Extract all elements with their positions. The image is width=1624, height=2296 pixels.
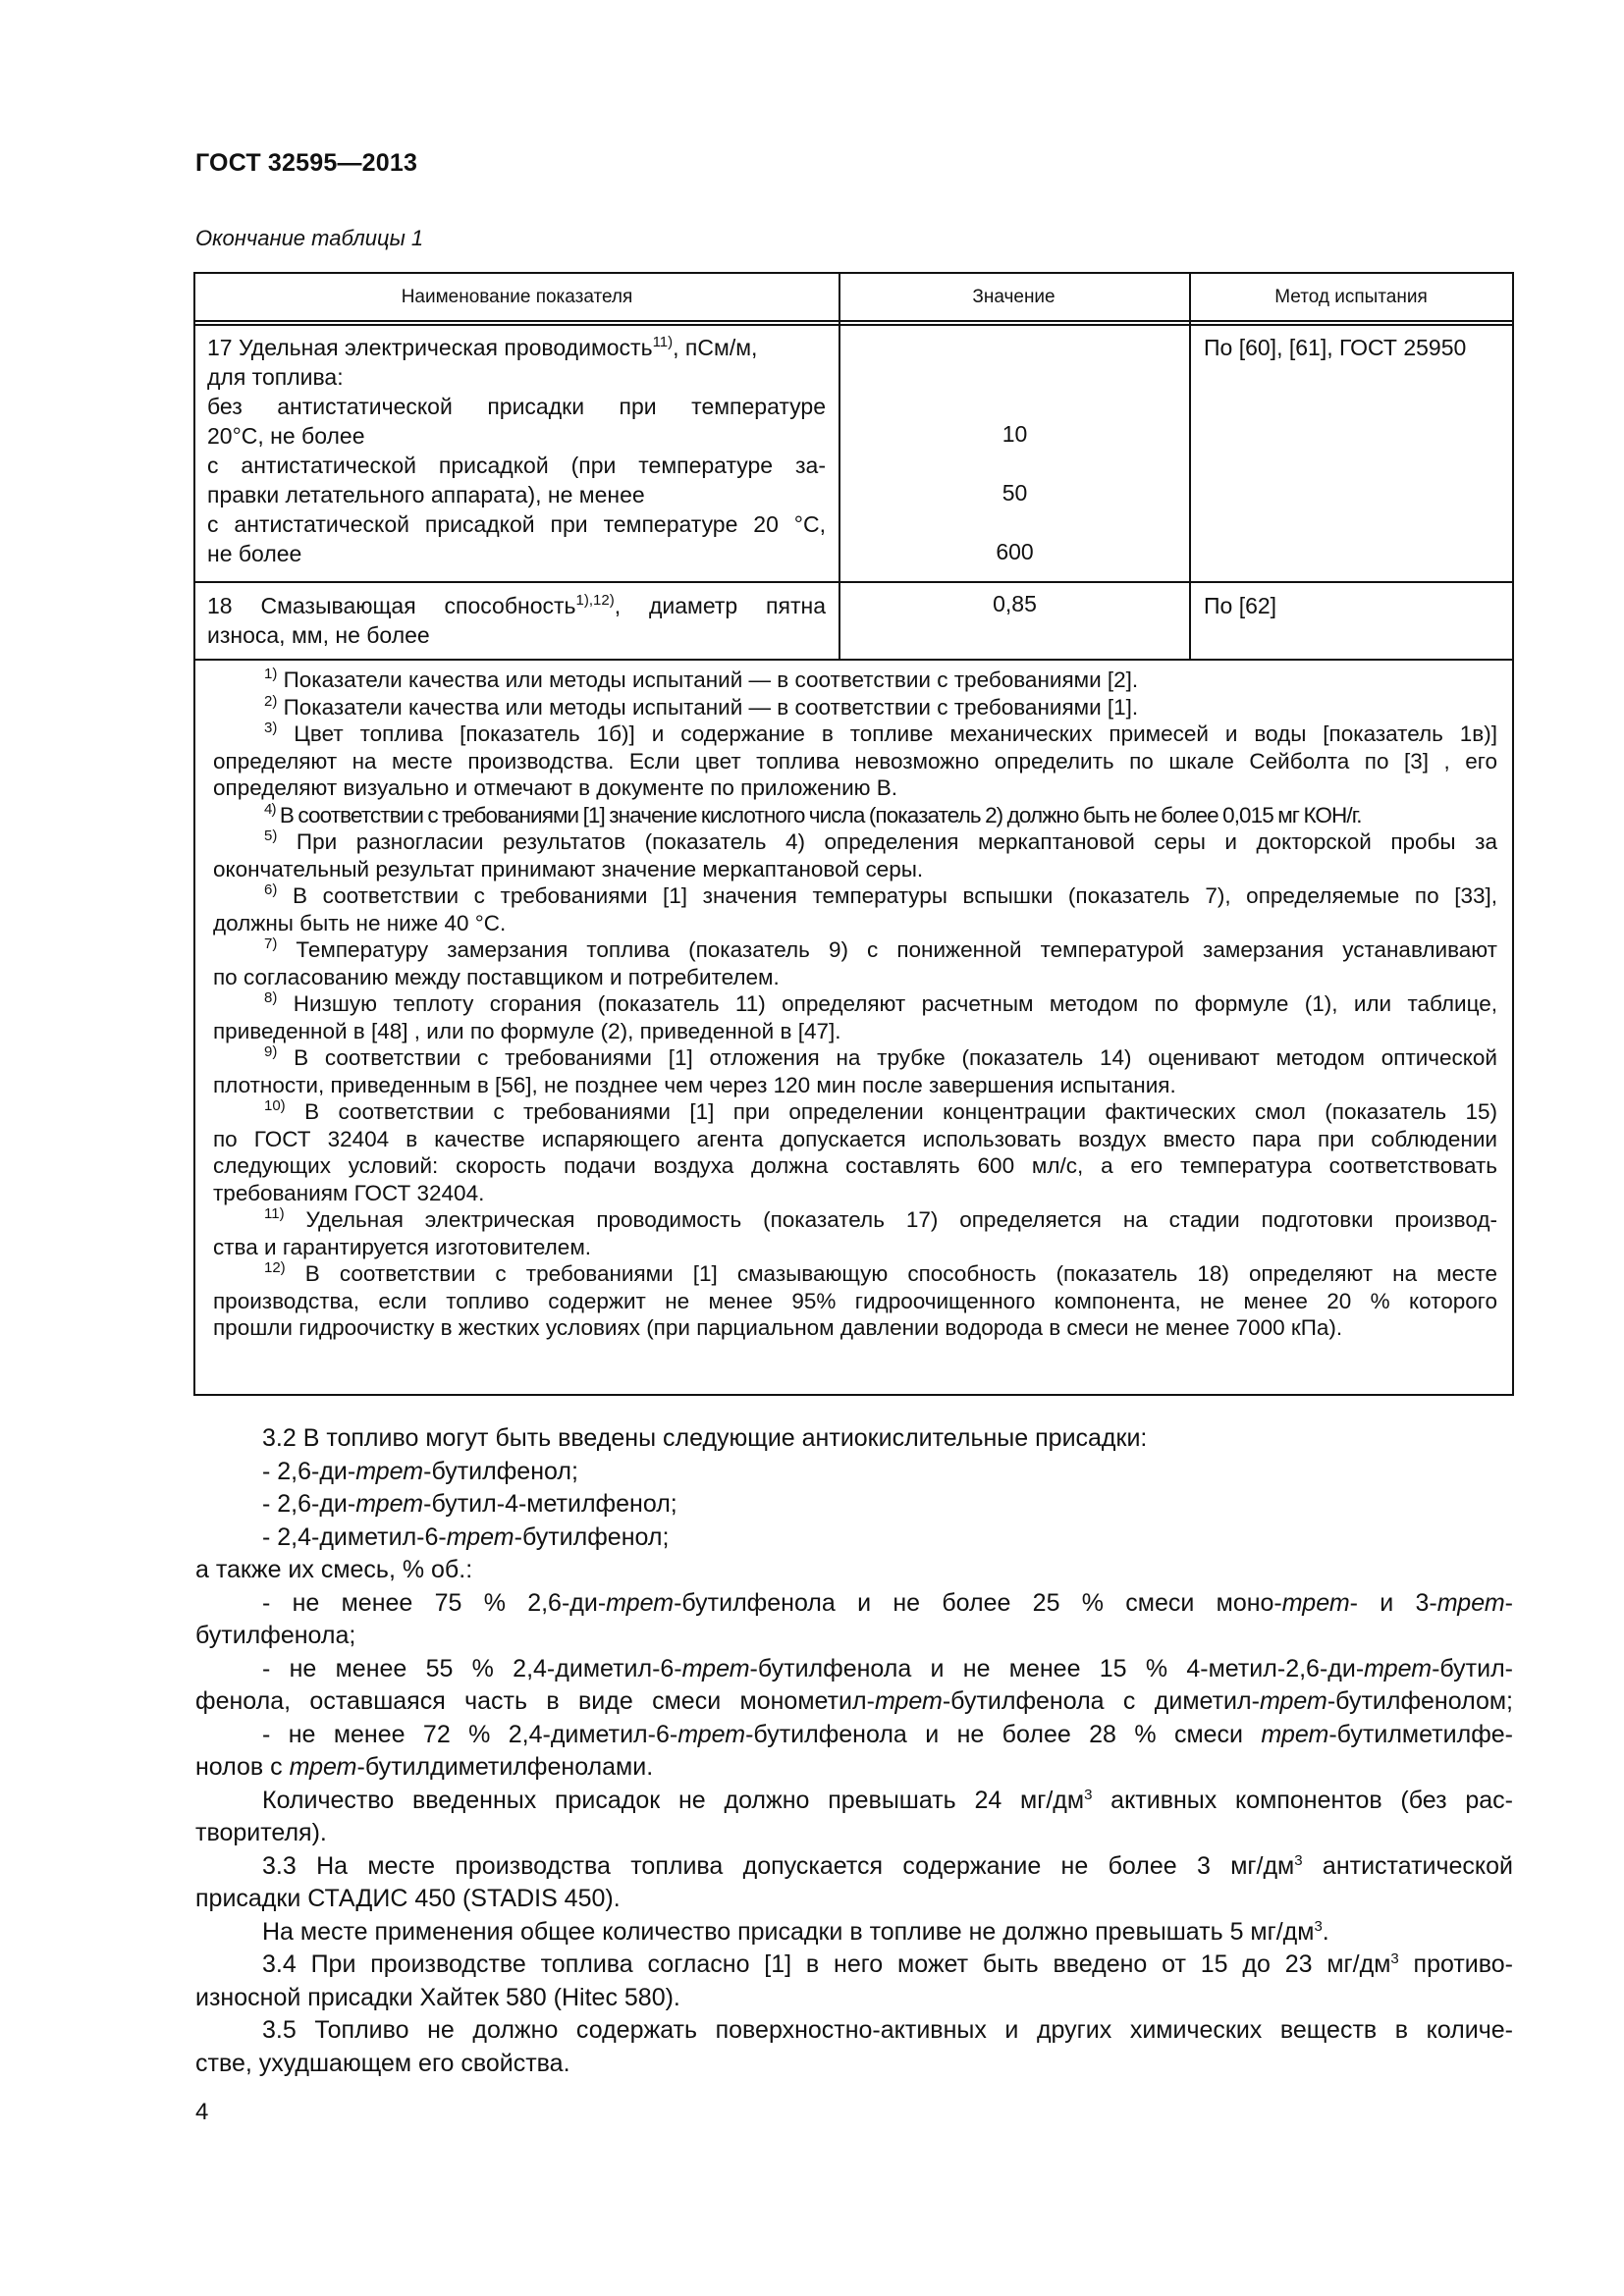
document-standard-title: ГОСТ 32595—2013 xyxy=(195,149,418,177)
column-header-name: Наименование показателя xyxy=(401,287,633,307)
table-footnotes: $^{1)}$ Показатели качества или методы испытаний — в соответствии с требованиями [2]. $^{2)}$ Показатели качества или методы испытаний — в соответствии с требованиями [1]. $^{3)}$ Цвет топлива [показатель 1б)] и содержание в топливе механических примесей и воды [показатель 1в)] определяют на месте производства. Если цвет топлива невозможно определить по шкале Сейболта по [3] , его определяют визуально и отмечают в документе по приложению В. $^{4)}$ В соответствии с требованиями [1] значение кислотного числа (показатель 2) должно быть не более 0,015 мг КОН/г. $^{5)}$ При разногласии результатов (показатель 4) определения меркаптановой серы и докторской пробы за окончательный результат принимают значение меркаптановой серы. $^{6)}$ В соответствии с требованиями [1] значения температуры вспышки (показатель 7), определяемые по [33], должны быть не ниже 40 °С. $^{7)}$ Температуру замерзания топлива (показатель 9) с пониженной температурой замерзания устанавливают по согласованию между поставщиком и потребителем. $^{8)}$ Низшую теплоту сгорания (показатель 11) определяют расчетным методом по формуле (1), или таблице, приведенной в [48] , или по формуле (2), приведенной в [47]. $^{9)}$ В соответствии с требованиями [1] отложения на трубке (показатель 14) оценивают методом оптической плотности, приведенным в [56], не позднее чем через 120 мин после завершения испытания. $^{10)}$ В соответствии с требованиями [1] при определении концентрации фактических смол (показатель 15) по ГОСТ 32404 в качестве испаряющего агента допускается использовать воздух вместо пара при соблюдении следующих условий: скорость подачи воздуха должна составлять 600 мл/с, а его температура соответствовать требованиям ГОСТ 32404. $^{11)}$ Удельная электрическая проводимость (показатель 17) определяется на стадии подготовки производ- ства и гарантируется изготовителем. $^{12)}$ В соответствии с требованиями [1] смазывающую способность (показатель 18) определяют на месте производства, если топливо содержит не менее 95% гидроочищенного компонента, не менее 20 % которого прошли гидроочистку в жестких условиях (при парциальном давлении водорода в смеси не менее 7000 кПа). xyxy=(213,666,1497,1340)
footnote-1: $^{1)}$ Показатели качества или методы испытаний — в соответствии с требованиями [2]. xyxy=(264,666,1139,692)
footnote-11: $^{11)}$ Удельная электрическая проводимость (показатель 17) определяется на стадии подготовки производ- xyxy=(264,1205,1497,1232)
column-header-value: Значение xyxy=(972,287,1056,307)
page-number: 4 xyxy=(195,2099,209,2125)
table-row-17-value-3: 600 xyxy=(996,539,1034,564)
table-row-17-method: По [60], [61], ГОСТ 25950 xyxy=(1204,335,1467,360)
paragraph-3-3: 3.3 На месте производства топлива допускается содержание не более 3 $мг/дм^3$ антистатической xyxy=(262,1851,1513,1880)
paragraph-3-5: 3.5 Топливо не должно содержать поверхностно-активных и других химических веществ в количе- xyxy=(262,2016,1513,2044)
mixture-item-1: - не менее 75 % 2,6-ди-трет-бутилфенола и не более 25 % смеси моно-трет- и 3-трет- xyxy=(262,1588,1513,1617)
table-row-17-value-1: 10 xyxy=(1001,421,1028,447)
list-item: - 2,4-диметил-6-трет-бутилфенол; xyxy=(262,1522,670,1551)
table-row-18-value: 0,85 xyxy=(993,591,1037,616)
table-row-17-name: 17 Удельная электрическая проводимость$^{11)}$, пСм/м, для топлива: без антистатической присадки при температуре 20°С, не более с антистатической присадкой (при температуре за- правки летательного аппарата), не менее с антистатической присадкой при температуре 20 °С, не более xyxy=(207,334,826,566)
additive-quantity: Количество введенных присадок не должно превышать 24 $мг/дм^3$ активных компонентов (без рас- xyxy=(262,1786,1514,1814)
mixture-item-2: - не менее 55 % 2,4-диметил-6-трет-бутилфенола и не менее 15 % 4-метил-2,6-ди-трет-бутил- xyxy=(262,1654,1513,1682)
footnote-7: $^{7)}$ Температуру замерзания топлива (показатель 9) с пониженной температурой замерзания устанавливают xyxy=(264,935,1497,962)
table-row-17-value-2: 50 xyxy=(1001,480,1028,506)
specification-table xyxy=(193,272,1514,1396)
footnote-6: $^{6)}$ В соответствии с требованиями [1] значения температуры вспышки (показатель 7), определяемые по [33], xyxy=(264,881,1497,908)
list-item: - 2,6-ди-трет-бутилфенол; xyxy=(262,1457,578,1485)
footnote-10: $^{10)}$ В соответствии с требованиями [1] при определении концентрации фактических смол (показатель 15) xyxy=(264,1097,1497,1124)
table-row-18-name: 18 Смазывающая способность$^{1),12)}$, диаметр пятна износа, мм, не более xyxy=(207,592,826,648)
footnote-2: $^{2)}$ Показатели качества или методы испытаний — в соответствии с требованиями [1]. xyxy=(264,692,1139,720)
table-caption: Окончание таблицы 1 xyxy=(195,226,424,250)
footnote-12: $^{12)}$ В соответствии с требованиями [1] смазывающую способность (показатель 18) определяют на месте xyxy=(264,1259,1497,1286)
mixture-item-3: - не менее 72 % 2,4-диметил-6-трет-бутилфенола и не более 28 % смеси трет-бутилметилфе- xyxy=(262,1720,1513,1748)
paragraph-3-2: 3.2 В топливо могут быть введены следующие антиокислительные присадки: xyxy=(262,1424,1148,1452)
mixture-intro: а также их смесь, % об.: xyxy=(195,1556,473,1583)
list-item: - 2,6-ди-трет-бутил-4-метилфенол; xyxy=(262,1490,677,1518)
column-header-method: Метод испытания xyxy=(1274,287,1428,307)
footnote-9: $^{9)}$ В соответствии с требованиями [1] отложения на трубке (показатель 14) оценивают методом оптической xyxy=(264,1043,1497,1070)
document-body: 3.2 В топливо могут быть введены следующие антиокислительные присадки: - 2,6-ди-трет-бутилфенол; - 2,6-ди-трет-бутил-4-метилфенол; - 2,4-диметил-6-трет-бутилфенол; а также их смесь, % об.: - не менее 75 % 2,6-ди-трет-бутилфенола и не более 25 % смеси моно-трет- и 3-трет- бутилфенола; - не менее 55 % 2,4-диметил-6-трет-бутилфенола и не менее 15 % 4-метил-2,6-ди-трет-бутил- фенола, оставшаяся часть в виде смеси монометил-трет-бутилфенола с диметил-трет-бутилфенолом; - не менее 72 % 2,4-диметил-6-трет-бутилфенола и не более 28 % смеси трет-бутилметилфе- нолов с трет-бутилдиметилфенолами. Количество введенных присадок не должно превышать 24 $мг/дм^3$ активных компонентов (без рас- творителя). 3.3 На месте производства топлива допускается содержание не более 3 $мг/дм^3$ антистатической присадки СТАДИС 450 (STADIS 450). На месте применения общее количество присадки в топливе не должно превышать 5 $мг/дм^3$. 3.4 При производстве топлива согласно [1] в него может быть введено от 15 до 23 $мг/дм^3$ противо- износной присадки Хайтек 580 (Hitec 580). 3.5 Топливо не должно содержать поверхностно-активных и других химических веществ в количе- стве, ухудшающем его свойства. xyxy=(195,1424,1514,2077)
paragraph-3-4: 3.4 При производстве топлива согласно [1] в него может быть введено от 15 до 23 $мг/дм^3$ противо- xyxy=(262,1950,1513,1978)
footnote-8: $^{8)}$ Низшую теплоту сгорания (показатель 11) определяют расчетным методом по формуле (1), или таблице, xyxy=(264,989,1497,1016)
footnote-5: $^{5)}$ При разногласии результатов (показатель 4) определения меркаптановой серы и докторской пробы за xyxy=(264,828,1497,854)
additive-use: На месте применения общее количество присадки в топливе не должно превышать 5 $мг/дм^3$. xyxy=(262,1917,1329,1946)
table-row-18-method: По [62] xyxy=(1204,593,1277,618)
footnote-4: $^{4)}$ В соответствии с требованиями [1] значение кислотного числа (показатель 2) должно быть не более 0,015 мг КОН/г. xyxy=(264,800,1362,828)
footnote-3: $^{3)}$ Цвет топлива [показатель 1б)] и содержание в топливе механических примесей и воды [показатель 1в)] xyxy=(264,720,1497,746)
